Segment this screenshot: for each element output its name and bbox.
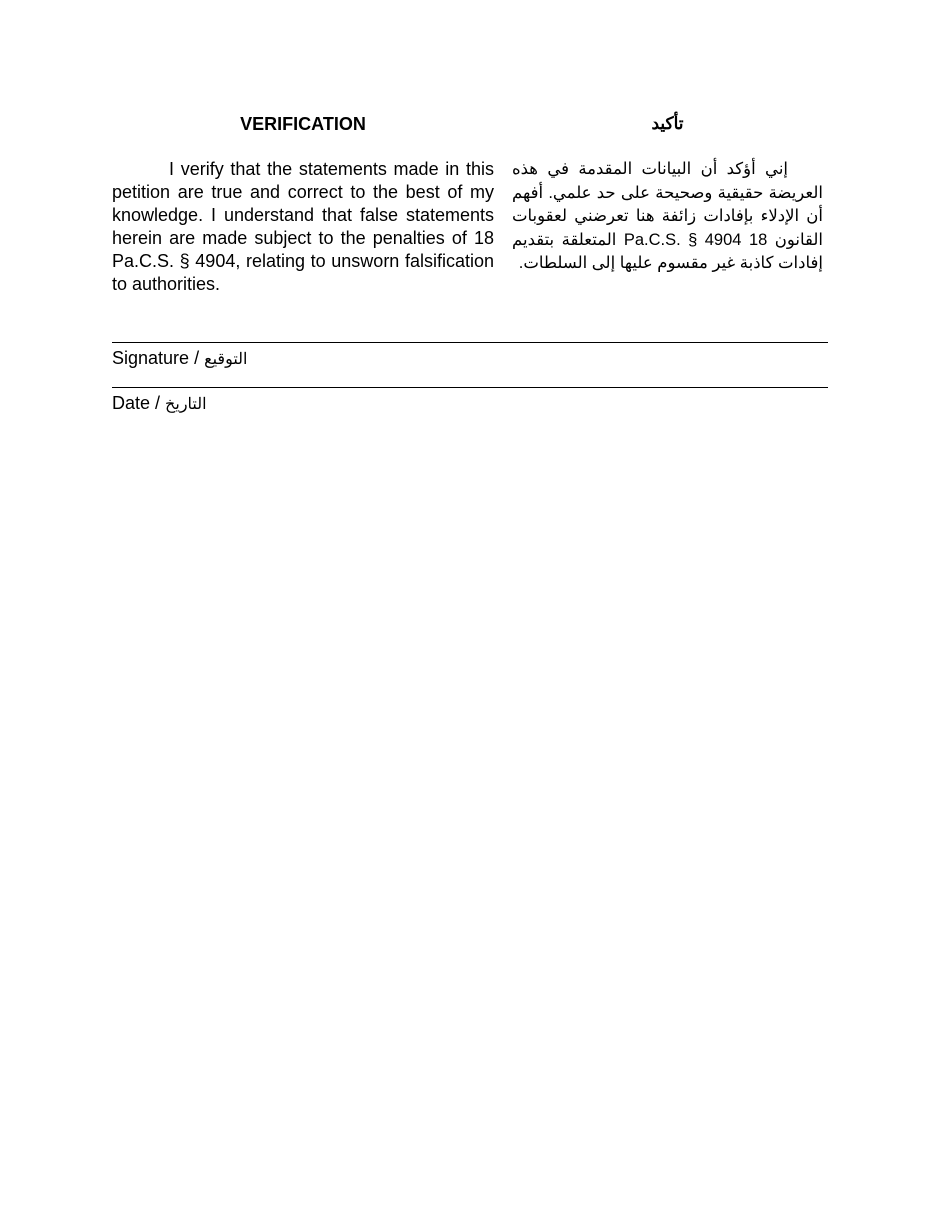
english-verification-text: I verify that the statements made in this petition are true and correct to the best of my knowledge. I understand that false statements herein are made subject to the penalties of 18 Pa.C.S. § 4904, relating to unsworn falsification to authorities.: [112, 159, 494, 294]
date-label-separator: /: [150, 393, 166, 413]
arabic-verification-text: إني أؤكد أن البيانات المقدمة في هذه العريضة حقيقية وصحيحة على حد علمي. أفهم أن الإدلاء بإفادات زائفة هنا تعرضني لعقوبات القانون 18 Pa.C.S. § 4904 المتعلقة بتقديم إفادات كاذبة غير مقسوم عليها إلى السلطات.: [512, 160, 823, 272]
signature-label: [112, 346, 828, 372]
date-label-english: Date: [112, 393, 151, 413]
arabic-verification-column: [512, 112, 823, 276]
signature-field: [112, 325, 828, 372]
signature-line[interactable]: [112, 342, 828, 343]
date-label-arabic: التاريخ: [165, 396, 207, 413]
signature-label-arabic: التوقيع: [204, 351, 248, 368]
date-label: [112, 391, 828, 417]
signature-label-english: Signature: [112, 348, 190, 368]
english-heading: VERIFICATION: [240, 114, 366, 134]
english-verification-column: [112, 112, 494, 296]
arabic-heading: تأكيد: [651, 114, 684, 133]
date-line[interactable]: [112, 387, 828, 388]
date-field: [112, 372, 828, 417]
signature-label-separator: /: [189, 348, 205, 368]
